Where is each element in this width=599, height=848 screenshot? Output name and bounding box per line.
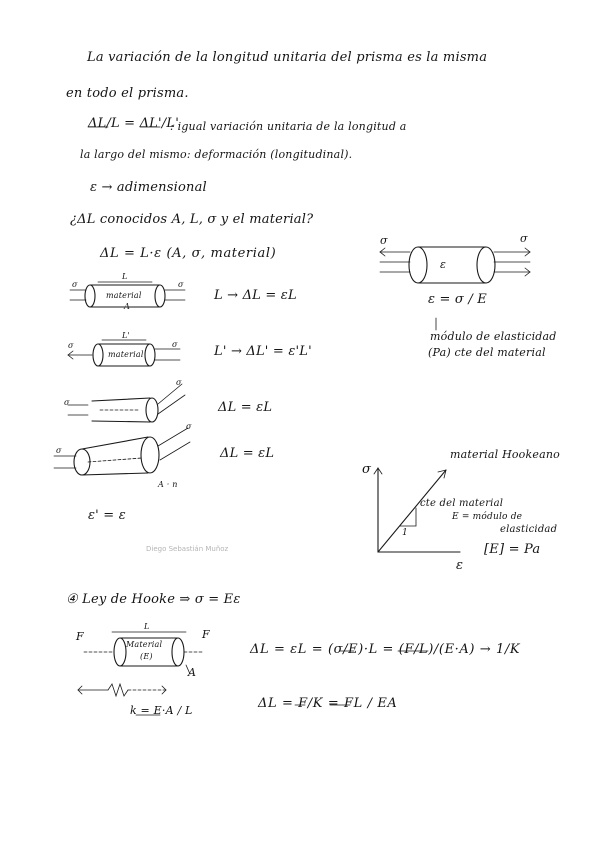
modulus-note-1: módulo de elasticidad (430, 330, 557, 343)
force-left-label: F (76, 630, 84, 643)
intro-line-1: La variación de la longitud unitaria del prisma es la misma (87, 50, 488, 65)
stress-strain-graph (374, 468, 460, 552)
question-text: ¿ΔL conocidos A, L, σ y el material? (70, 212, 314, 227)
hooke-A-label: A (188, 666, 197, 679)
case1-sigma-left: σ (72, 280, 78, 289)
case1-L: L (122, 272, 128, 281)
case1-A: A (124, 302, 130, 311)
prism-diagram-case4 (54, 428, 190, 475)
force-right-label: F (202, 628, 210, 641)
case4-equation: ΔL = εL (220, 446, 275, 461)
case3-sigma-right: σ (176, 378, 182, 387)
case4-sigma-right: σ (186, 422, 192, 431)
intro-line-2: en todo el prisma. (66, 86, 189, 101)
hooke-E-label: (E) (140, 652, 153, 661)
case4-A-label: A · n (158, 480, 178, 489)
graph-slope-one: 1 (402, 528, 408, 538)
hooke-L-label: L (144, 622, 150, 631)
eps-equal: ε' = ε (88, 508, 126, 523)
ratio-description-1: : igual variación unitaria de la longitud a (170, 120, 407, 133)
graph-line-label: material Hookeano (450, 448, 560, 461)
case2-sigma-left: σ (68, 341, 74, 350)
hooke-material-label: Material (126, 640, 163, 649)
strain-ratio: ΔL/L = ΔL'/L' (88, 116, 179, 131)
modulus-note-2: (Pa) cte del material (428, 346, 546, 359)
hooke-title: ④ Ley de Hooke ⇒ σ = Eε (66, 592, 241, 607)
case2-sigma-right: σ (172, 340, 178, 349)
graph-y-axis-label: σ (362, 462, 372, 477)
relation-text: ΔL = L·ε (A, σ, material) (100, 246, 277, 261)
watermark: Diego Sebastián Muñoz (146, 545, 229, 553)
hooke-equation-1: ΔL = εL = (σ/E)·L = (F/L)/(E·A) → 1/K (250, 642, 521, 657)
case2-L: L' (122, 331, 130, 340)
sigma-left-label: σ (380, 234, 388, 247)
ratio-description-2: la largo del mismo: deformación (longitudinal). (80, 148, 353, 161)
dimensionless-note: ε → adimensional (90, 180, 207, 195)
case1-material: material (106, 291, 142, 300)
hooke-equation-2: ΔL = F/K = FL / EA (258, 696, 398, 711)
case1-sigma-right: σ (178, 280, 184, 289)
prism-diagram-case3 (68, 384, 185, 422)
eps-inside-label: ε (440, 258, 447, 271)
graph-slope-note-3: elasticidad (500, 524, 558, 535)
prism-diagram-main (380, 247, 530, 330)
spring-stiffness: k = E·A / L (130, 704, 193, 717)
case3-sigma-left: σ (64, 398, 70, 407)
graph-slope-note-2: E = módulo de (452, 512, 523, 522)
case2-equation: L' → ΔL' = ε'L' (214, 344, 312, 359)
sigma-right-label: σ (520, 232, 528, 245)
spring-diagram (78, 684, 166, 696)
modulus-units: [E] = Pa (484, 542, 541, 557)
case3-equation: ΔL = εL (218, 400, 273, 415)
eps-formula: ε = σ / E (428, 292, 487, 307)
case2-material: material (108, 350, 144, 359)
graph-x-axis-label: ε (456, 558, 464, 573)
case1-equation: L → ΔL = εL (214, 288, 297, 303)
graph-slope-note-1: cte del material (420, 498, 504, 509)
case4-sigma-left: σ (56, 446, 62, 455)
